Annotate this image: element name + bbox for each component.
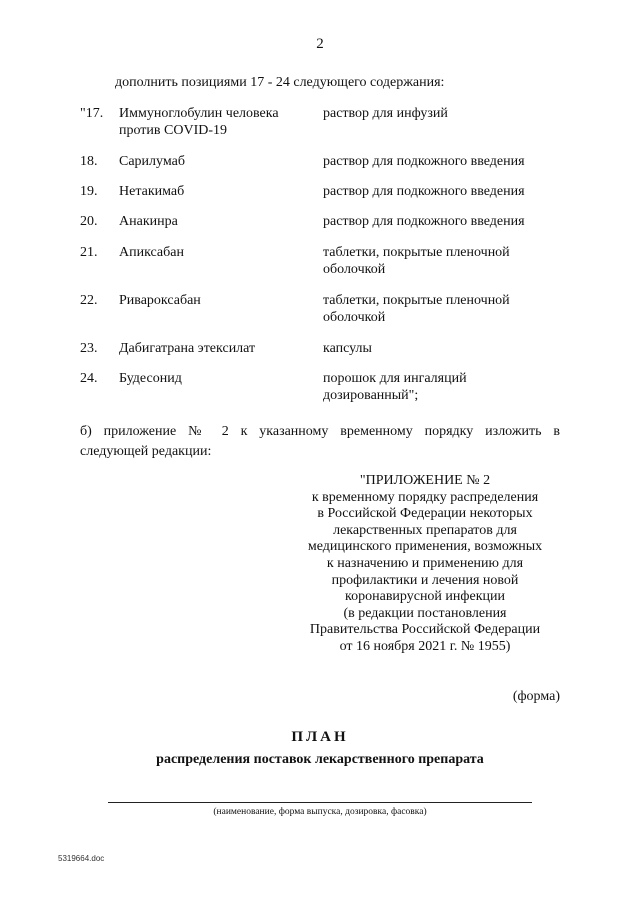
field-caption: (наименование, форма выпуска, дозировка, фасовка)	[213, 807, 427, 817]
item-form: таблетки, покрытые пленочной оболочкой	[323, 245, 510, 277]
appendix-line: к временному порядку распределения	[311, 489, 539, 505]
item-name: Ривароксабан	[119, 293, 201, 308]
item-name: Дабигатрана этексилат	[119, 341, 256, 356]
item-number: 19.	[80, 184, 98, 199]
item-form: раствор для подкожного введения	[323, 184, 525, 199]
paragraph-b-line: б) приложение № 2 к указанному временному порядку изложить в	[80, 424, 560, 439]
appendix-title: "ПРИЛОЖЕНИЕ № 2	[359, 473, 491, 488]
item-number: 21.	[80, 245, 98, 260]
form-label: (форма)	[512, 689, 560, 704]
appendix-line: к назначению и применению для	[326, 555, 524, 571]
item-form: порошок для ингаляций дозированный";	[323, 371, 467, 403]
appendix-line: коронавирусной инфекции	[345, 589, 505, 605]
appendix-line: медицинского применения, возможных	[307, 539, 543, 555]
item-name: Будесонид	[119, 371, 182, 386]
appendix-line: от 16 ноября 2021 г. № 1955)	[339, 638, 511, 654]
plan-title: ПЛАН	[291, 729, 349, 745]
item-name: Апиксабан	[119, 245, 184, 260]
item-name: Иммуноглобулин человека против COVID-19	[119, 106, 279, 138]
item-number: 22.	[80, 293, 98, 308]
item-name: Нетакимаб	[119, 184, 185, 199]
appendix-line: профилактики и лечения новой	[331, 572, 519, 588]
appendix-line: Правительства Российской Федерации	[309, 622, 541, 638]
item-form: раствор для подкожного введения	[323, 154, 525, 169]
appendix-line: (в редакции постановления	[343, 605, 507, 621]
item-form: раствор для инфузий	[323, 106, 448, 121]
item-name: Анакинра	[119, 214, 178, 229]
item-name: Сарилумаб	[119, 154, 185, 169]
plan-subtitle: распределения поставок лекарственного препарата	[156, 752, 484, 767]
appendix-line: лекарственных препаратов для	[333, 522, 517, 538]
item-number: 18.	[80, 154, 98, 169]
item-form: капсулы	[323, 341, 372, 356]
appendix-line: в Российской Федерации некоторых	[317, 506, 533, 522]
fill-in-line	[108, 802, 532, 803]
document-id: 5319664.doc	[58, 854, 105, 863]
item-number: 20.	[80, 214, 98, 229]
item-form: раствор для подкожного введения	[323, 214, 525, 229]
item-number: 24.	[80, 371, 98, 386]
item-form: таблетки, покрытые пленочной оболочкой	[323, 293, 510, 325]
item-number: "17.	[80, 106, 104, 121]
appendix-header	[290, 473, 560, 656]
item-number: 23.	[80, 341, 98, 356]
page-number: 2	[316, 36, 324, 52]
paragraph-b-continuation: следующей редакции:	[80, 444, 212, 459]
intro-text: дополнить позициями 17 - 24 следующего содержания:	[115, 75, 445, 90]
